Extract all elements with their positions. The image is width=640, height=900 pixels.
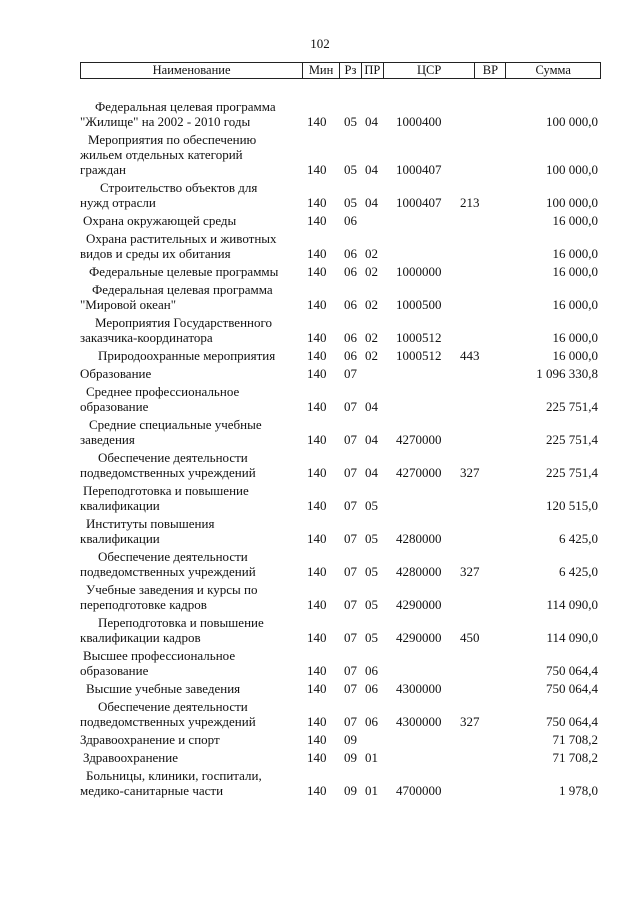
cell-vr: 443	[460, 348, 480, 363]
header-min: Мин	[303, 63, 340, 78]
cell-sum: 16 000,0	[552, 297, 598, 312]
cell-min: 140	[307, 246, 327, 261]
table-row	[80, 282, 601, 312]
cell-min: 140	[307, 564, 327, 579]
table-row	[80, 180, 601, 210]
row-name-line: квалификации	[80, 498, 160, 513]
cell-min: 140	[307, 195, 327, 210]
table-row	[80, 615, 601, 645]
cell-pr: 04	[365, 195, 378, 210]
cell-csr: 4300000	[396, 681, 442, 696]
table-row	[80, 732, 601, 747]
cell-csr: 1000400	[396, 114, 442, 129]
row-name-line: граждан	[80, 162, 126, 177]
row-name	[80, 699, 303, 729]
cell-sum: 16 000,0	[552, 348, 598, 363]
cell-min: 140	[307, 330, 327, 345]
row-name-line: "Мировой океан"	[80, 297, 177, 312]
cell-csr: 1000407	[396, 162, 442, 177]
row-name-line: "Жилище" на 2002 - 2010 годы	[80, 114, 251, 129]
cell-rz: 07	[344, 366, 357, 381]
cell-min: 140	[307, 264, 327, 279]
cell-sum: 225 751,4	[546, 432, 598, 447]
cell-pr: 06	[365, 681, 378, 696]
table-row	[80, 549, 601, 579]
row-name-line: Мероприятия по обеспечению	[88, 132, 257, 147]
cell-rz: 07	[344, 432, 357, 447]
row-name	[80, 99, 303, 129]
cell-vr: 327	[460, 465, 480, 480]
table-row	[80, 483, 601, 513]
table-row	[80, 213, 601, 228]
cell-pr: 01	[365, 783, 378, 798]
cell-csr: 4270000	[396, 432, 442, 447]
row-name-line: жильем отдельных категорий	[80, 147, 243, 162]
row-name-line: Институты повышения	[86, 516, 215, 531]
row-name-line: медико-санитарные части	[80, 783, 224, 798]
row-name-line: заведения	[80, 432, 135, 447]
cell-csr: 1000512	[396, 348, 442, 363]
table-row	[80, 384, 601, 414]
cell-csr: 4300000	[396, 714, 442, 729]
cell-rz: 07	[344, 597, 357, 612]
cell-rz: 09	[344, 732, 357, 747]
cell-min: 140	[307, 366, 327, 381]
cell-sum: 114 090,0	[546, 597, 598, 612]
cell-pr: 04	[365, 114, 378, 129]
cell-sum: 100 000,0	[546, 195, 598, 210]
row-name-line: Обеспечение деятельности	[98, 699, 248, 714]
cell-csr: 4700000	[396, 783, 442, 798]
cell-vr: 450	[460, 630, 480, 645]
row-name	[80, 180, 303, 210]
cell-rz: 09	[344, 750, 357, 765]
row-name-line: Среднее профессиональное	[86, 384, 240, 399]
row-name-line: подведомственных учреждений	[80, 465, 256, 480]
row-name-line: Средние специальные учебные	[89, 417, 262, 432]
cell-rz: 09	[344, 783, 357, 798]
cell-sum: 100 000,0	[546, 114, 598, 129]
row-name-line: видов и среды их обитания	[80, 246, 231, 261]
table-row	[80, 417, 601, 447]
cell-min: 140	[307, 432, 327, 447]
row-name-line: Здравоохранение и спорт	[80, 732, 220, 747]
row-name-line: Федеральная целевая программа	[95, 99, 276, 114]
cell-csr: 1000000	[396, 264, 442, 279]
cell-sum: 225 751,4	[546, 465, 598, 480]
cell-sum: 16 000,0	[552, 246, 598, 261]
cell-rz: 06	[344, 213, 357, 228]
cell-min: 140	[307, 663, 327, 678]
row-name-line: Переподготовка и повышение	[83, 483, 249, 498]
row-name	[80, 516, 303, 546]
cell-min: 140	[307, 597, 327, 612]
cell-rz: 07	[344, 465, 357, 480]
row-name	[80, 348, 303, 363]
header-vr: ВР	[475, 63, 506, 78]
cell-csr: 4270000	[396, 465, 442, 480]
row-name-line: заказчика-координатора	[80, 330, 213, 345]
cell-pr: 02	[365, 246, 378, 261]
row-name	[80, 750, 303, 765]
cell-rz: 05	[344, 162, 357, 177]
cell-sum: 16 000,0	[552, 330, 598, 345]
cell-csr: 4290000	[396, 597, 442, 612]
cell-sum: 225 751,4	[546, 399, 598, 414]
cell-min: 140	[307, 630, 327, 645]
header-rz: Рз	[340, 63, 362, 78]
row-name-line: Обеспечение деятельности	[98, 549, 248, 564]
cell-vr: 327	[460, 564, 480, 579]
cell-rz: 07	[344, 531, 357, 546]
cell-rz: 07	[344, 714, 357, 729]
cell-rz: 07	[344, 663, 357, 678]
header-name: Наименование	[81, 63, 303, 78]
cell-pr: 05	[365, 597, 378, 612]
cell-pr: 04	[365, 399, 378, 414]
row-name-line: Обеспечение деятельности	[98, 450, 248, 465]
cell-min: 140	[307, 114, 327, 129]
row-name-line: подведомственных учреждений	[80, 714, 256, 729]
row-name-line: квалификации кадров	[80, 630, 201, 645]
cell-pr: 04	[365, 162, 378, 177]
table-body	[80, 99, 601, 801]
cell-pr: 04	[365, 432, 378, 447]
cell-vr: 213	[460, 195, 480, 210]
cell-csr: 4280000	[396, 531, 442, 546]
cell-rz: 06	[344, 246, 357, 261]
header-pr: ПР	[362, 63, 384, 78]
cell-rz: 06	[344, 348, 357, 363]
row-name-line: Высшие учебные заведения	[86, 681, 241, 696]
cell-rz: 06	[344, 264, 357, 279]
row-name	[80, 549, 303, 579]
row-name-line: Здравоохранение	[83, 750, 178, 765]
cell-min: 140	[307, 213, 327, 228]
cell-sum: 114 090,0	[546, 630, 598, 645]
cell-csr: 4290000	[396, 630, 442, 645]
cell-min: 140	[307, 399, 327, 414]
cell-sum: 750 064,4	[546, 714, 598, 729]
cell-min: 140	[307, 714, 327, 729]
cell-rz: 05	[344, 114, 357, 129]
cell-sum: 6 425,0	[559, 531, 598, 546]
cell-pr: 01	[365, 750, 378, 765]
table-row	[80, 648, 601, 678]
cell-pr: 06	[365, 663, 378, 678]
row-name-line: Федеральные целевые программы	[89, 264, 279, 279]
cell-min: 140	[307, 465, 327, 480]
header-sum: Сумма	[535, 63, 571, 77]
row-name	[80, 282, 303, 312]
row-name-line: Переподготовка и повышение	[98, 615, 264, 630]
row-name-line: Природоохранные мероприятия	[98, 348, 276, 363]
row-name-line: Мероприятия Государственного	[95, 315, 272, 330]
row-name-line: нужд отрасли	[80, 195, 156, 210]
row-name	[80, 417, 303, 447]
table-row	[80, 315, 601, 345]
cell-pr: 05	[365, 564, 378, 579]
cell-rz: 07	[344, 498, 357, 513]
cell-min: 140	[307, 750, 327, 765]
row-name-line: Высшее профессиональное	[83, 648, 236, 663]
row-name	[80, 213, 303, 228]
row-name	[80, 615, 303, 645]
table-row	[80, 582, 601, 612]
header-csr: ЦСР	[384, 63, 476, 78]
cell-pr: 05	[365, 498, 378, 513]
cell-sum: 6 425,0	[559, 564, 598, 579]
row-name-line: Охрана растительных и животных	[86, 231, 277, 246]
row-name-line: подведомственных учреждений	[80, 564, 256, 579]
cell-pr: 02	[365, 264, 378, 279]
cell-sum: 16 000,0	[552, 213, 598, 228]
table-row	[80, 768, 601, 798]
row-name	[80, 450, 303, 480]
table-row	[80, 132, 601, 177]
cell-pr: 04	[365, 465, 378, 480]
row-name	[80, 384, 303, 414]
cell-sum: 16 000,0	[552, 264, 598, 279]
table-row	[80, 231, 601, 261]
table-row	[80, 366, 601, 381]
cell-csr: 1000512	[396, 330, 442, 345]
cell-rz: 07	[344, 399, 357, 414]
row-name	[80, 582, 303, 612]
table-row	[80, 681, 601, 696]
row-name-line: Федеральная целевая программа	[92, 282, 273, 297]
row-name	[80, 231, 303, 261]
cell-pr: 02	[365, 348, 378, 363]
cell-min: 140	[307, 498, 327, 513]
cell-csr: 4280000	[396, 564, 442, 579]
cell-sum: 100 000,0	[546, 162, 598, 177]
cell-min: 140	[307, 348, 327, 363]
cell-min: 140	[307, 783, 327, 798]
row-name	[80, 366, 303, 381]
row-name	[80, 768, 303, 798]
row-name-line: Учебные заведения и курсы по	[86, 582, 258, 597]
cell-pr: 02	[365, 297, 378, 312]
cell-sum: 1 978,0	[559, 783, 598, 798]
cell-pr: 05	[365, 630, 378, 645]
table-row	[80, 99, 601, 129]
cell-min: 140	[307, 297, 327, 312]
row-name-line: Больницы, клиники, госпитали,	[86, 768, 262, 783]
page-number: 102	[310, 36, 330, 51]
cell-rz: 07	[344, 630, 357, 645]
cell-vr: 327	[460, 714, 480, 729]
cell-sum: 71 708,2	[552, 750, 598, 765]
row-name	[80, 315, 303, 345]
table-row	[80, 348, 601, 363]
cell-min: 140	[307, 162, 327, 177]
row-name	[80, 681, 303, 696]
cell-min: 140	[307, 732, 327, 747]
row-name	[80, 648, 303, 678]
cell-csr: 1000407	[396, 195, 442, 210]
cell-sum: 71 708,2	[552, 732, 598, 747]
row-name-line: образование	[80, 663, 149, 678]
row-name	[80, 732, 303, 747]
table-row	[80, 516, 601, 546]
cell-rz: 06	[344, 330, 357, 345]
table-row	[80, 450, 601, 480]
row-name-line: образование	[80, 399, 149, 414]
row-name-line: квалификации	[80, 531, 160, 546]
row-name	[80, 264, 303, 279]
cell-rz: 06	[344, 297, 357, 312]
table-row	[80, 699, 601, 729]
table-row	[80, 264, 601, 279]
row-name-line: Образование	[80, 366, 152, 381]
cell-rz: 07	[344, 681, 357, 696]
cell-sum: 1 096 330,8	[536, 366, 598, 381]
cell-pr: 02	[365, 330, 378, 345]
row-name	[80, 132, 303, 177]
cell-pr: 05	[365, 531, 378, 546]
row-name-line: переподготовке кадров	[80, 597, 207, 612]
cell-rz: 07	[344, 564, 357, 579]
cell-csr: 1000500	[396, 297, 442, 312]
cell-min: 140	[307, 531, 327, 546]
cell-pr: 06	[365, 714, 378, 729]
cell-rz: 05	[344, 195, 357, 210]
cell-sum: 750 064,4	[546, 681, 598, 696]
row-name	[80, 483, 303, 513]
table-row	[80, 750, 601, 765]
row-name-line: Охрана окружающей среды	[83, 213, 237, 228]
row-name-line: Строительство объектов для	[100, 180, 258, 195]
cell-sum: 750 064,4	[546, 663, 598, 678]
cell-sum: 120 515,0	[546, 498, 598, 513]
table-header	[80, 62, 601, 79]
cell-min: 140	[307, 681, 327, 696]
